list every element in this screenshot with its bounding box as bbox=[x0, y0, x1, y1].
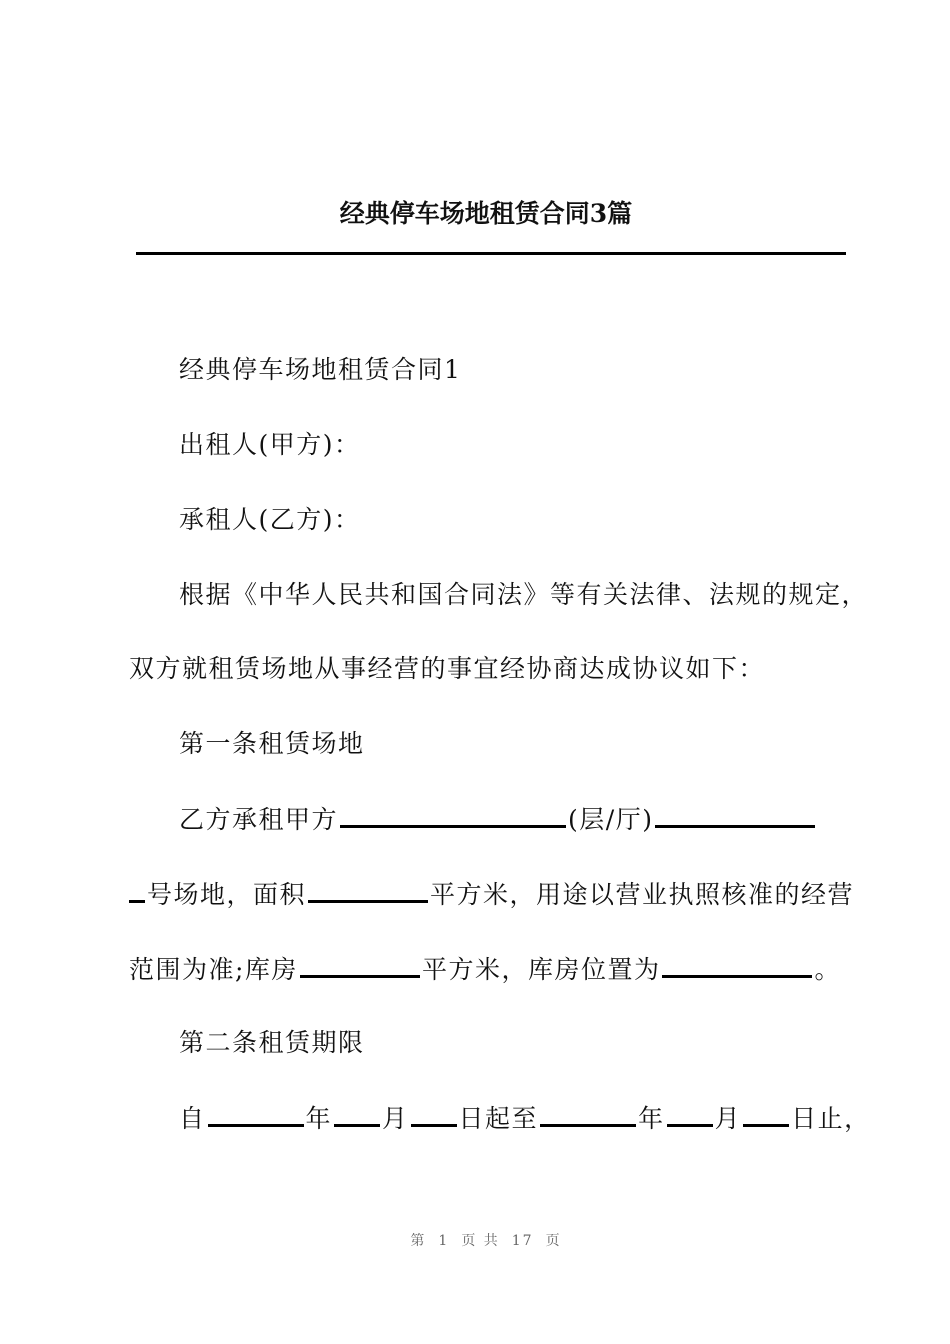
footer-current-page: 1 bbox=[438, 1233, 450, 1249]
start-month-blank bbox=[334, 1100, 380, 1127]
article-1-line-1 bbox=[129, 801, 899, 838]
footer-middle: 页 共 bbox=[461, 1233, 500, 1249]
basis-paragraph-line-1: 根据《中华人民共和国合同法》等有关法律、法规的规定， bbox=[179, 580, 869, 609]
article-2-text: 月 bbox=[382, 1104, 409, 1133]
end-year-blank bbox=[540, 1100, 636, 1127]
lessee-line: 承租人(乙方)： bbox=[179, 505, 361, 534]
footer-suffix: 页 bbox=[545, 1233, 562, 1249]
end-month-blank bbox=[667, 1100, 713, 1127]
article-1-title: 第一条租赁场地 bbox=[179, 729, 365, 758]
article-1-text: 平方米，用途以营业执照核准的经营 bbox=[430, 880, 855, 909]
section-heading: 经典停车场地租赁合同1 bbox=[179, 355, 462, 384]
document-title: 经典停车场地租赁合同3篇 bbox=[339, 199, 633, 228]
article-1-text: 范围为准;库房 bbox=[129, 955, 298, 984]
start-day-blank bbox=[411, 1100, 457, 1127]
article-2-text: 月 bbox=[714, 1104, 742, 1133]
title-divider bbox=[136, 252, 846, 255]
basis-paragraph-line-2: 双方就租赁场地从事经营的事宜经协商达成协议如下： bbox=[129, 654, 766, 683]
article-2-text: 年 bbox=[638, 1104, 665, 1133]
article-2-line-1 bbox=[129, 1100, 899, 1137]
end-day-blank bbox=[743, 1100, 789, 1127]
article-2-text: 日止， bbox=[791, 1104, 871, 1133]
lessor-line: 出租人(甲方)： bbox=[179, 430, 361, 459]
article-2-text: 年 bbox=[305, 1104, 333, 1133]
article-1-text: 。 bbox=[814, 955, 841, 984]
area-blank bbox=[308, 876, 428, 903]
page-footer bbox=[0, 1230, 950, 1250]
article-2-title: 第二条租赁期限 bbox=[179, 1028, 365, 1057]
article-1-line-2 bbox=[129, 876, 855, 913]
article-1-text: 号场地，面积 bbox=[147, 880, 307, 909]
warehouse-area-blank bbox=[300, 951, 420, 978]
article-2-text: 自 bbox=[179, 1104, 206, 1133]
footer-prefix: 第 bbox=[410, 1233, 427, 1249]
article-1-line-3 bbox=[129, 951, 849, 988]
article-1-text: 平方米，库房位置为 bbox=[421, 955, 661, 984]
start-year-blank bbox=[208, 1100, 304, 1127]
floor-blank bbox=[340, 801, 566, 828]
site-number-blank bbox=[655, 801, 815, 828]
article-1-text: 乙方承租甲方 bbox=[179, 805, 339, 834]
warehouse-location-blank bbox=[662, 951, 812, 978]
footer-total-pages: 17 bbox=[511, 1233, 534, 1249]
article-2-text: 日起至 bbox=[458, 1104, 539, 1133]
article-1-text: (层/厅) bbox=[568, 805, 654, 834]
site-number-blank-continued bbox=[129, 876, 145, 903]
